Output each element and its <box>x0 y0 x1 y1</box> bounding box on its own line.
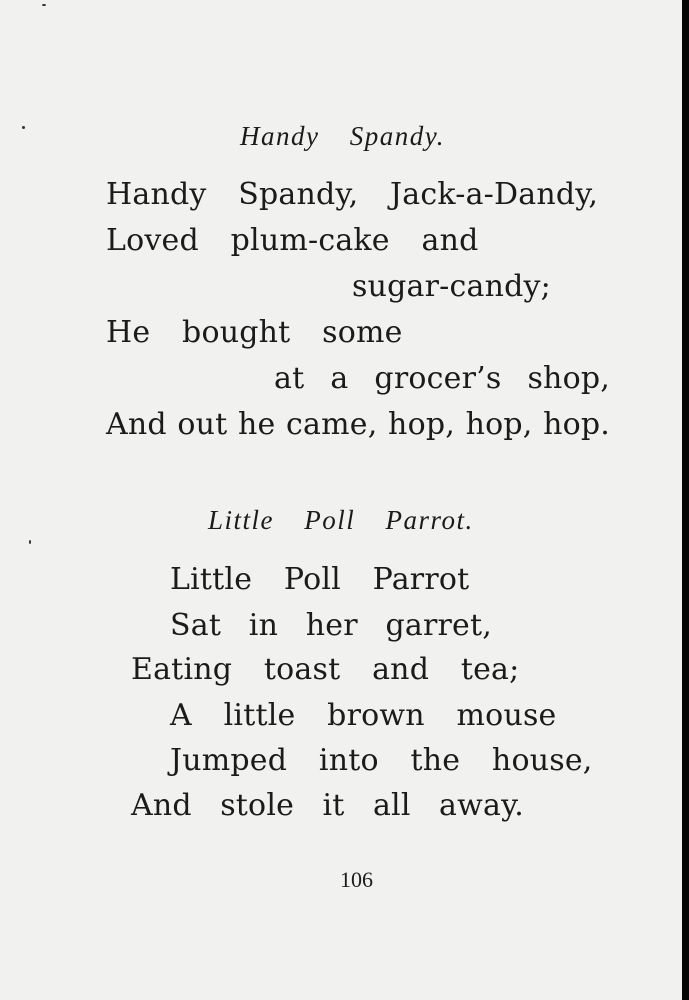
poem-title-handy-spandy: Handy Spandy. <box>240 121 445 151</box>
poem-line: Sat in her garret, <box>170 608 492 643</box>
speck <box>42 4 46 6</box>
poem-line: Little Poll Parrot <box>170 562 470 597</box>
poem-line: at a grocer’s shop, <box>274 361 610 396</box>
speck <box>29 540 31 544</box>
speck <box>22 126 25 129</box>
poem-line: Jumped into the house, <box>170 743 593 778</box>
poem-line: And out he came, hop, hop, hop. <box>106 407 610 442</box>
poem-line: Eating toast and tea; <box>131 652 520 687</box>
poem-title-little-poll-parrot: Little Poll Parrot. <box>208 505 474 535</box>
poem-line: And stole it all away. <box>131 788 524 823</box>
poem-line: Handy Spandy, Jack-a-Dandy, <box>106 177 599 212</box>
page-number: 106 <box>340 867 373 892</box>
page-edge-shadow <box>682 0 689 1000</box>
poem-line: He bought some <box>106 315 403 350</box>
poem-line: sugar-candy; <box>352 269 551 304</box>
poem-line: A little brown mouse <box>170 698 557 733</box>
poem-line: Loved plum-cake and <box>106 223 479 258</box>
